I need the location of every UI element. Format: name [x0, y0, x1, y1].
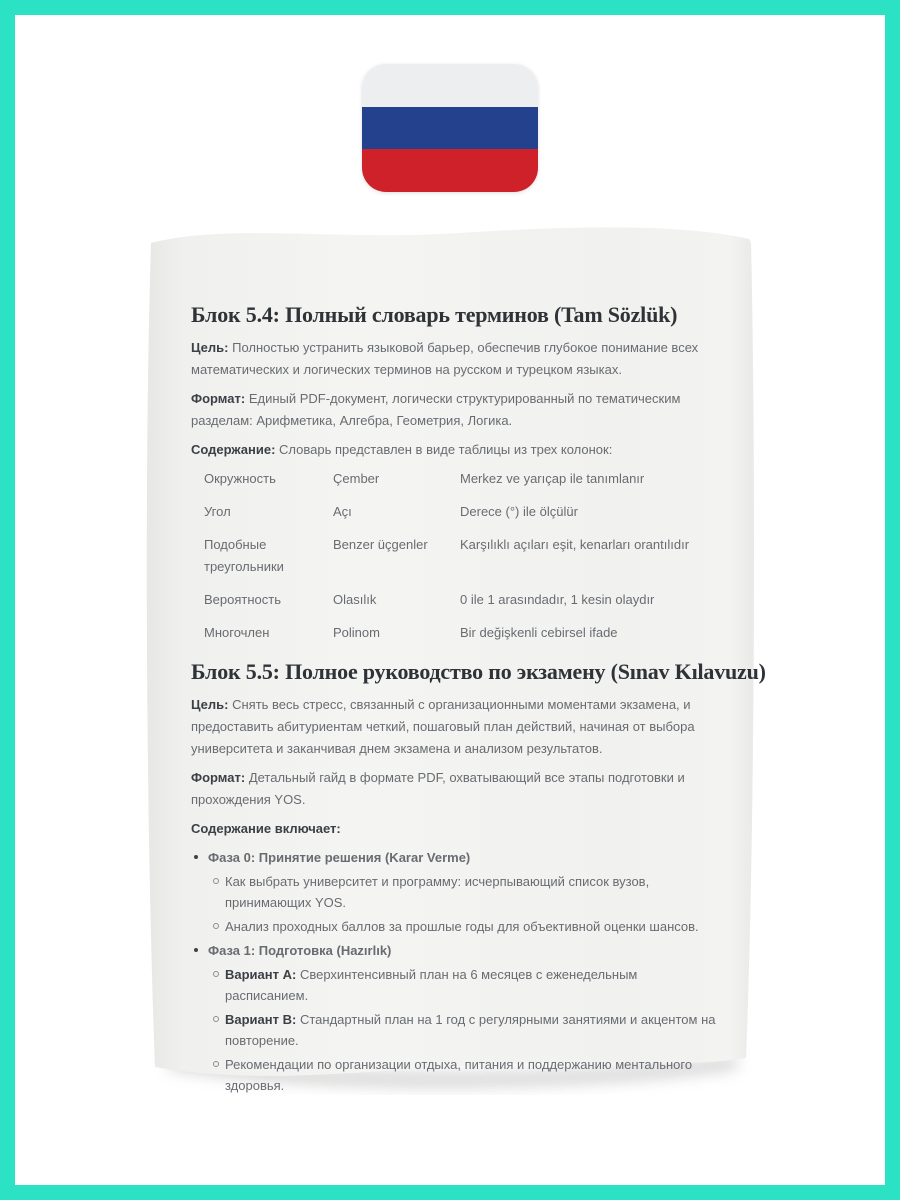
goal-label: Цель:	[191, 697, 229, 712]
list-item-text: Фаза 0: Принятие решения (Karar Verme)	[208, 850, 471, 865]
list-item-text: Сверхинтенсивный план на 6 месяцев с еженедельным расписанием.	[225, 967, 638, 1003]
list-item-phase-0	[191, 847, 717, 868]
content-text: Словарь представлен в виде таблицы из трех колонок:	[279, 442, 613, 457]
table-row	[204, 622, 717, 644]
table-cell-desc: Bir değişkenli cebirsel ifade	[460, 625, 618, 640]
list-item	[191, 916, 717, 937]
flag-stripe-red	[362, 149, 538, 192]
table-cell-tr: Açı	[333, 504, 352, 519]
list-item	[191, 871, 717, 913]
list-item-variant-b	[191, 1009, 717, 1051]
glossary-table	[204, 468, 717, 644]
list-item-text: Стандартный план на 1 год с регулярными занятиями и акцентом на повторение.	[225, 1012, 716, 1048]
table-cell-desc: Karşılıklı açıları eşit, kenarları orantılıdır	[460, 537, 690, 552]
table-cell-ru: Окружность	[204, 471, 276, 486]
table-cell-ru: Подобные треугольники	[204, 537, 284, 574]
list-item-text: Рекомендации по организации отдыха, питания и поддержанию ментального здоровья.	[225, 1057, 693, 1093]
section-5-4-heading: Блок 5.4: Полный словарь терминов (Tam Sözlük)	[191, 302, 678, 327]
goal-text: Полностью устранить языковой барьер, обеспечив глубокое понимание всех математических и логических терминов на русском и турецком языках.	[191, 340, 699, 377]
table-cell-tr: Benzer üçgenler	[333, 537, 428, 552]
list-item	[191, 1054, 717, 1096]
table-cell-tr: Polinom	[333, 625, 380, 640]
section-5-5-heading: Блок 5.5: Полное руководство по экзамену (Sınav Kılavuzu)	[191, 659, 766, 684]
section-5-4-format-paragraph	[191, 388, 717, 432]
list-item-text: Анализ проходных баллов за прошлые годы для объективной оценки шансов.	[225, 919, 699, 934]
content-includes-label: Содержание включает:	[191, 821, 341, 836]
section-5-4-content-paragraph	[191, 439, 717, 461]
section-5-4-goal-paragraph	[191, 337, 717, 381]
format-label: Формат:	[191, 770, 246, 785]
table-row	[204, 468, 717, 501]
russia-flag-icon	[362, 64, 538, 192]
table-cell-ru: Угол	[204, 504, 231, 519]
list-item-text: Фаза 1: Подготовка (Hazırlık)	[208, 943, 392, 958]
list-item-prefix: Вариант B:	[225, 1012, 297, 1027]
table-cell-desc: Derece (°) ile ölçülür	[460, 504, 578, 519]
section-5-5-content-paragraph	[191, 818, 717, 840]
table-row	[204, 589, 717, 622]
section-5-5-goal-paragraph	[191, 694, 717, 760]
exam-guide-list	[191, 847, 717, 1096]
list-item-text: Как выбрать университет и программу: исчерпывающий список вузов, принимающих YOS.	[225, 874, 650, 910]
table-row	[204, 501, 717, 534]
table-cell-ru: Вероятность	[204, 592, 281, 607]
goal-label: Цель:	[191, 340, 229, 355]
format-text: Единый PDF-документ, логически структурированный по тематическим разделам: Арифметика, Алгебра, Геометрия, Логика.	[191, 391, 681, 428]
goal-text: Снять весь стресс, связанный с организационными моментами экзамена, и предоставить абитуриентам четкий, пошаговый план действий, начиная от выбора университета и заканчивая днем экзамена и анализом результатов.	[191, 697, 695, 756]
flag-stripe-white	[362, 64, 538, 107]
table-row	[204, 534, 717, 589]
section-5-5-format-paragraph	[191, 767, 717, 811]
format-label: Формат:	[191, 391, 246, 406]
table-cell-desc: 0 ile 1 arasındadır, 1 kesin olaydır	[460, 592, 655, 607]
page-content	[139, 213, 766, 1095]
format-text: Детальный гайд в формате PDF, охватывающий все этапы подготовки и прохождения YOS.	[191, 770, 685, 807]
list-item-variant-a	[191, 964, 717, 1006]
list-item-phase-1	[191, 940, 717, 961]
document-page	[139, 213, 766, 1095]
list-item-prefix: Вариант А:	[225, 967, 297, 982]
table-cell-tr: Olasılık	[333, 592, 377, 607]
flag-stripe-blue	[362, 107, 538, 150]
table-cell-tr: Çember	[333, 471, 380, 486]
content-label: Содержание:	[191, 442, 276, 457]
table-cell-ru: Многочлен	[204, 625, 270, 640]
table-cell-desc: Merkez ve yarıçap ile tanımlanır	[460, 471, 645, 486]
